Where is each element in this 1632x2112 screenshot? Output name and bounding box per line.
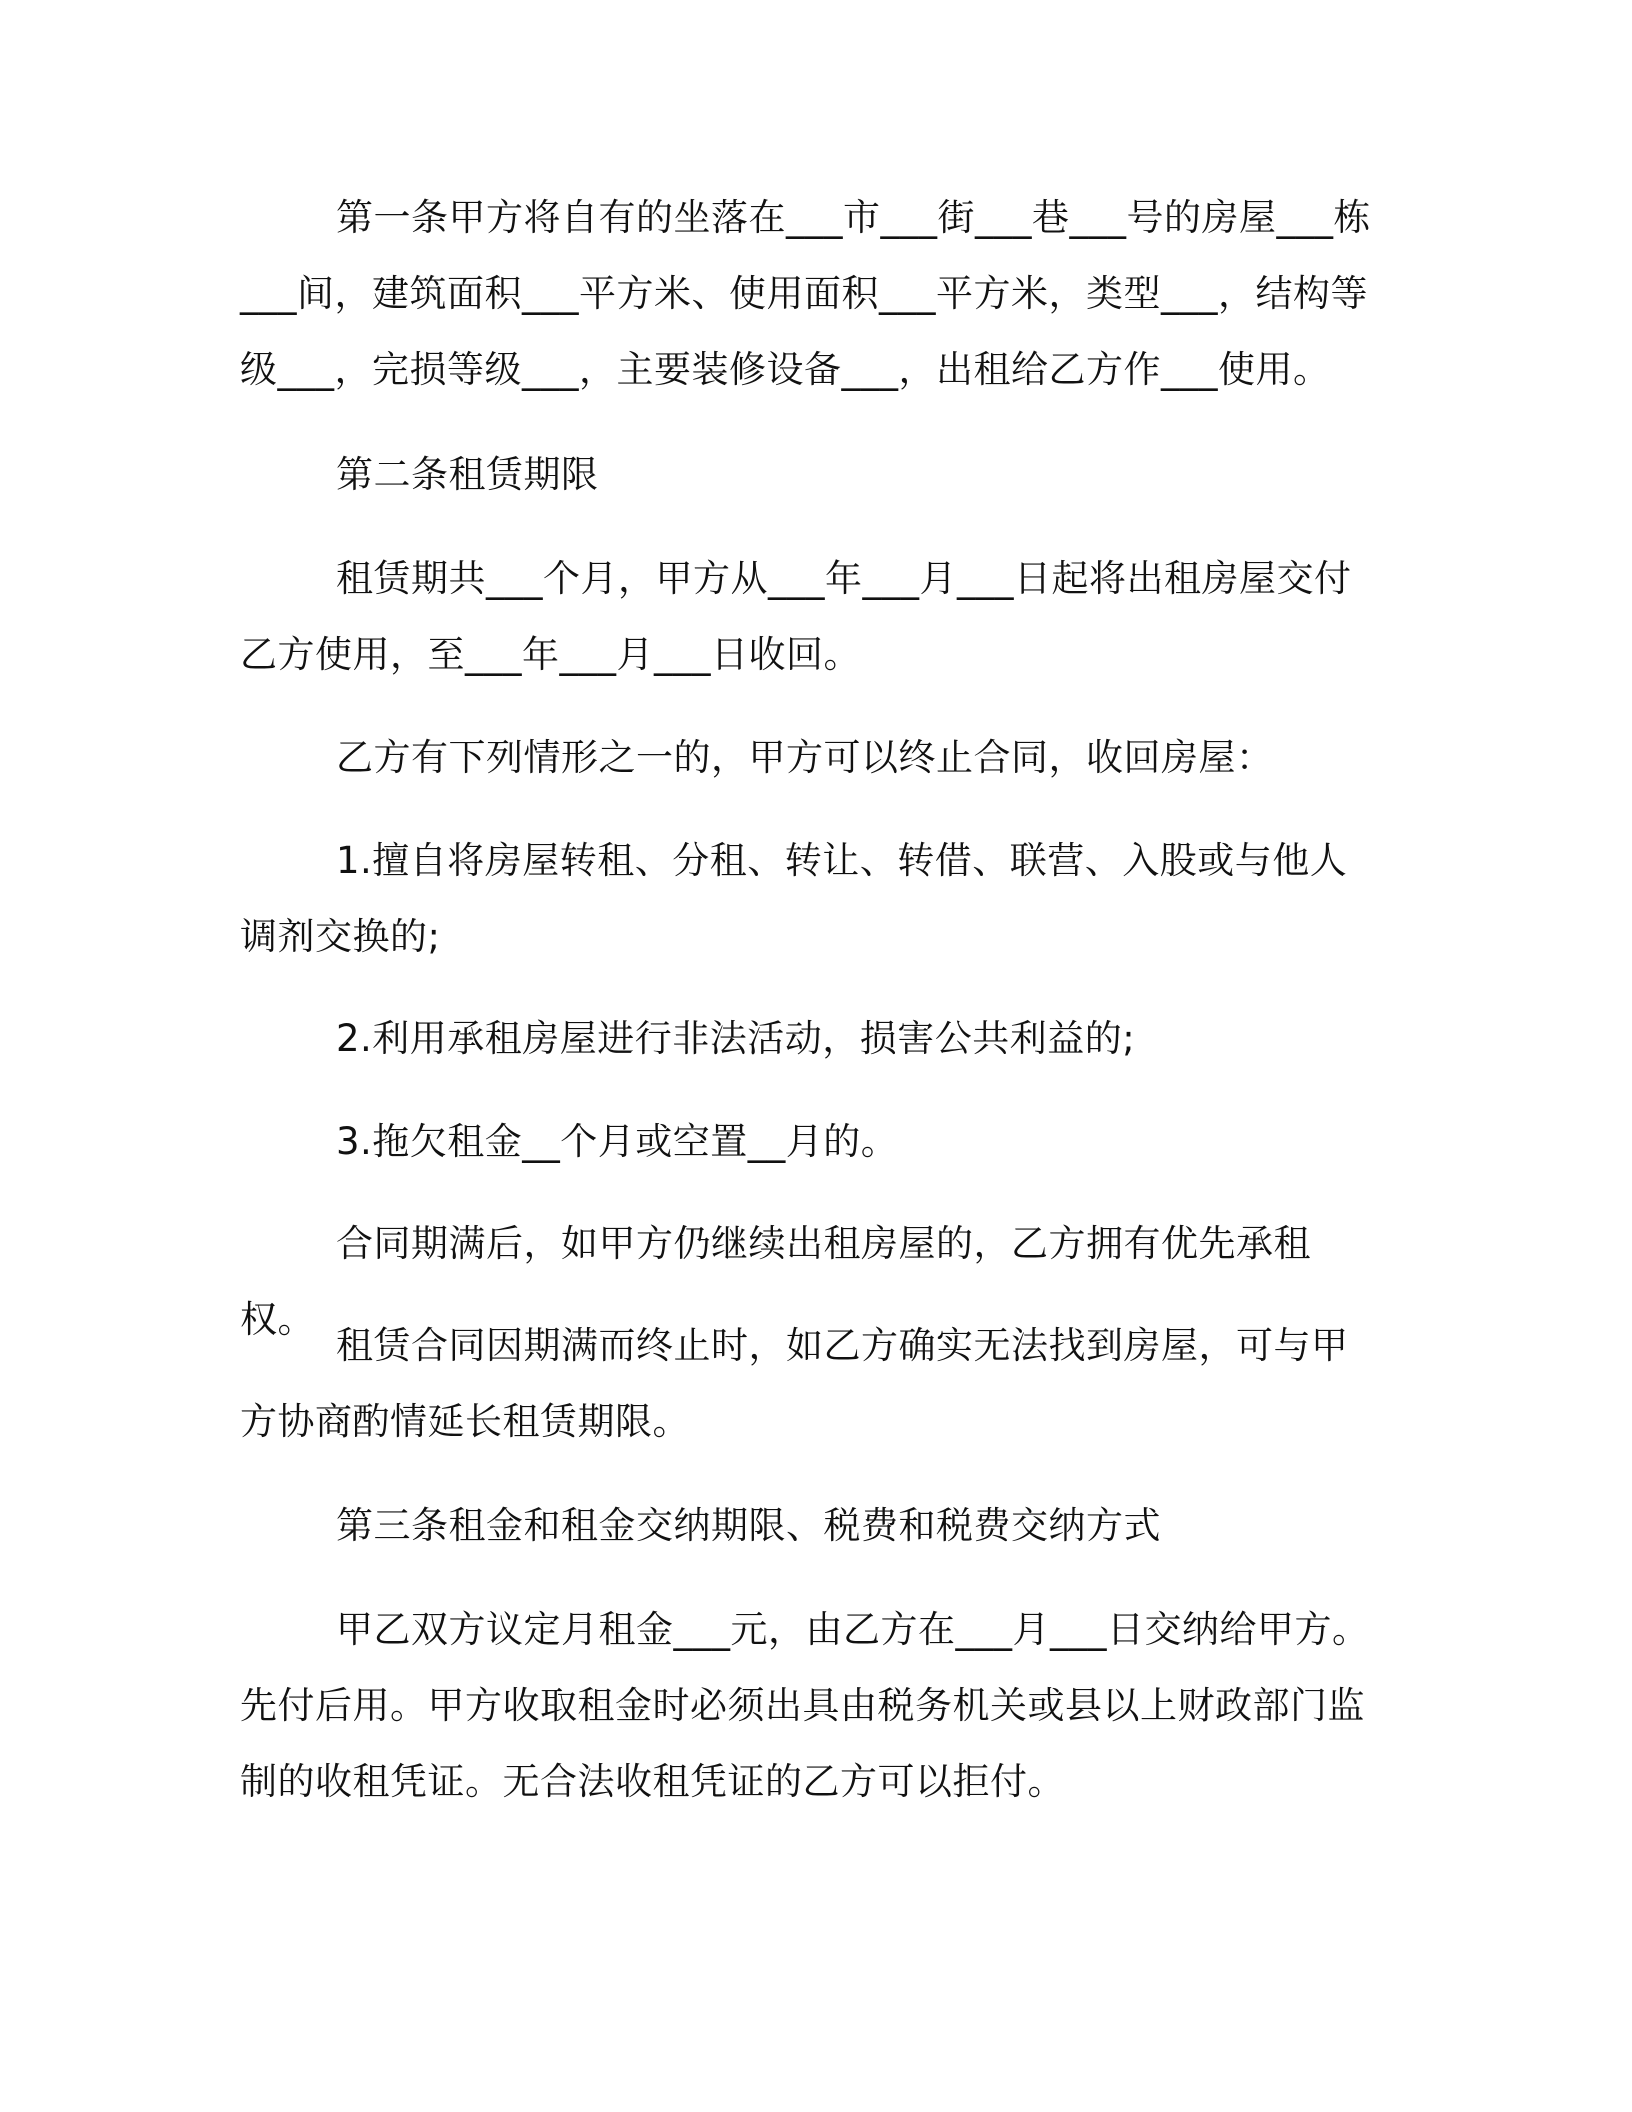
article-3-heading: 第三条租金和租金交纳期限、税费和税费交纳方式 xyxy=(336,1504,1161,1547)
lease-term-paragraph: 租赁期共___个月，甲方从___年___月___日起将出租房屋交付乙方使用，至___年___月___日收回。 xyxy=(240,557,1352,676)
termination-item-1: 1.擅自将房屋转租、分租、转让、转借、联营、入股或与他人调剂交换的; xyxy=(240,839,1348,958)
article-2-heading: 第二条租赁期限 xyxy=(336,453,599,496)
article-1-paragraph: 第一条甲方将自有的坐落在___市___街___巷___号的房屋___栋___间，建筑面积___平方米、使用面积___平方米，类型___，结构等级___，完损等级___，主要装修设备___，出租给乙方作___使用。 xyxy=(240,196,1371,391)
rent-payment-paragraph: 甲乙双方议定月租金___元，由乙方在___月___日交纳给甲方。先付后用。甲方收取租金时必须出具由税务机关或县以上财政部门监制的收租凭证。无合法收租凭证的乙方可以拒付。 xyxy=(240,1608,1370,1803)
priority-lease-paragraph: 合同期满后，如甲方仍继续出租房屋的，乙方拥有优先承租权。 xyxy=(240,1222,1311,1341)
termination-item-2: 2.利用承租房屋进行非法活动，损害公共利益的; xyxy=(336,1017,1136,1060)
termination-intro-paragraph: 乙方有下列情形之一的，甲方可以终止合同，收回房屋： xyxy=(336,736,1274,779)
termination-item-3: 3.拖欠租金__个月或空置__月的。 xyxy=(336,1120,899,1163)
extension-paragraph: 租赁合同因期满而终止时，如乙方确实无法找到房屋，可与甲方协商酌情延长租赁期限。 xyxy=(240,1324,1349,1443)
